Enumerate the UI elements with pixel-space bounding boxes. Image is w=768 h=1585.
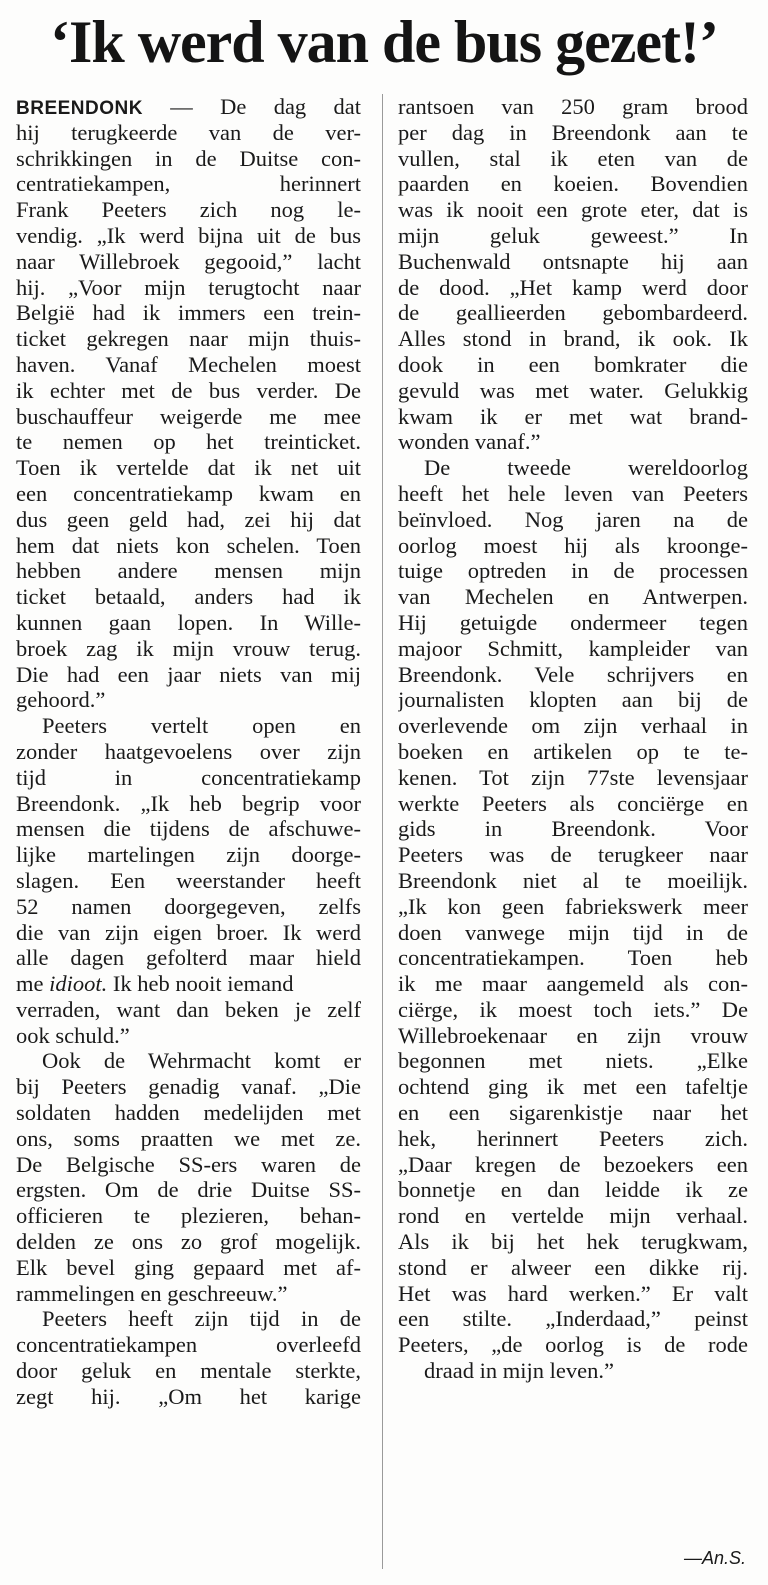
article-line: was ik nooit een grote eter, dat is	[398, 197, 748, 223]
article-line: mijn geluk geweest.” In	[398, 222, 748, 248]
article-line: haven. Vanaf Mechelen moest	[16, 351, 361, 377]
article-line: tijd in concentratiekamp	[16, 764, 361, 790]
article-line: ochtend ging ik met een tafeltje	[398, 1074, 748, 1100]
article-line: hek, herinnert Peeters zich.	[398, 1125, 748, 1151]
article-line: Peeters vertelt open en	[42, 713, 361, 739]
article-line: dook in een bomkrater die	[398, 351, 748, 377]
article-line: hij terugkeerde van de ver-	[16, 119, 361, 145]
article-line: concentratiekampen. Toen heb	[398, 945, 748, 971]
article-line: gehoord.”	[16, 687, 106, 713]
article-line: werkte Peeters als conciërge en	[398, 790, 748, 816]
article-line: rammelingen en geschreeuw.”	[16, 1280, 288, 1306]
article-line: Frank Peeters zich nog le-	[16, 197, 361, 223]
article-line: Elk bevel ging gepaard met af-	[16, 1254, 361, 1280]
article-line: hij. „Voor mijn terugtocht naar	[16, 274, 361, 300]
article-line: mensen die tijdens de afschuwe-	[16, 816, 361, 842]
article-line: en een sigarenkistje naar het	[398, 1100, 748, 1126]
article-line: de geallieerden gebombardeerd.	[398, 300, 748, 326]
article-line: „Ik kon geen fabriekswerk meer	[398, 893, 748, 919]
article-line: een concentratiekamp kwam en	[16, 480, 361, 506]
article-line: Breendonk. „Ik heb begrip voor	[16, 790, 361, 816]
article-line: oorlog moest hij als kroonge-	[398, 532, 748, 558]
article-line: lijke martelingen zijn doorge-	[16, 842, 361, 868]
article-line: ergsten. Om de drie Duitse SS-	[16, 1177, 361, 1203]
article-line: Breendonk niet al te moeilijk.	[398, 867, 748, 893]
article-line: Willebroekenaar en zijn vrouw	[398, 1022, 748, 1048]
article-line: vullen, stal ik eten van de	[398, 145, 748, 171]
article-line: Ook de Wehrmacht komt er	[42, 1048, 361, 1074]
article-line: heeft het hele leven van Peeters	[398, 480, 748, 506]
article-line: door geluk en mentale sterkte,	[16, 1358, 361, 1384]
dateline: BREENDONK	[16, 98, 143, 119]
article-line: België had ik immers een trein-	[16, 300, 361, 326]
article-line: gevuld was met water. Gelukkig	[398, 377, 748, 403]
article-line: paarden en koeien. Bovendien	[398, 171, 748, 197]
article-line: ik echter met de bus verder. De	[16, 377, 361, 403]
article-line: naar Willebroek gegooid,” lacht	[16, 248, 361, 274]
article-line: me idioot. Ik heb nooit iemand	[16, 971, 294, 997]
article-line: kunnen gaan lopen. In Wille-	[16, 609, 361, 635]
article-line: ticket gekregen naar mijn thuis-	[16, 326, 361, 352]
article-line: „Daar kregen de bezoekers een	[398, 1151, 748, 1177]
article-line: Peeters heeft zijn tijd in de	[42, 1306, 361, 1332]
article-line: bonnetje en dan leidde ik ze	[398, 1177, 748, 1203]
article-line: Alles stond in brand, ik ook. Ik	[398, 326, 748, 352]
article-line: schrikkingen in de Duitse con-	[16, 145, 361, 171]
article-line: Als ik bij het hek terugkwam,	[398, 1229, 748, 1255]
article-line: rantsoen van 250 gram brood	[398, 94, 748, 119]
article-line: alle dagen gefolterd maar hield	[16, 945, 361, 971]
article-line: die van zijn eigen broer. Ik werd	[16, 919, 361, 945]
article-line: De tweede wereldoorlog	[424, 455, 748, 481]
article-line: 52 namen doorgegeven, zelfs	[16, 893, 361, 919]
article-line: wonden vanaf.”	[398, 429, 541, 455]
article-line: buschauffeur weigerde me mee	[16, 403, 361, 429]
article-line: stond er alweer een dikke rij.	[398, 1254, 748, 1280]
article-line: gids in Breendonk. Voor	[398, 816, 748, 842]
article-line: broek zag ik mijn vrouw terug.	[16, 635, 361, 661]
article-line: Buchenwald ontsnapte hij aan	[398, 248, 748, 274]
article-line: rond en vertelde mijn verhaal.	[398, 1203, 748, 1229]
article-line: Breendonk. Vele schrijvers en	[398, 661, 748, 687]
article-line: Peeters, „de oorlog is de rode	[398, 1332, 748, 1358]
article-line: ons, soms praatten we met ze.	[16, 1125, 361, 1151]
article-line: beïnvloed. Nog jaren na de	[398, 506, 748, 532]
article-line: journalisten klopten aan bij de	[398, 687, 748, 713]
article-line: ik me maar aangemeld als con-	[398, 971, 748, 997]
article-line: Het was hard werken.” Er valt	[398, 1280, 748, 1306]
article-column-right	[398, 94, 748, 1384]
emphasis-text: idioot.	[49, 971, 108, 997]
article-line: officieren te plezieren, behan-	[16, 1203, 361, 1229]
column-divider	[382, 94, 383, 1569]
article-line: boeken en artikelen op te te-	[398, 738, 748, 764]
article-line: slagen. Een weerstander heeft	[16, 867, 361, 893]
article-line: Toen ik vertelde dat ik net uit	[16, 455, 361, 481]
article-line: ook schuld.”	[16, 1022, 130, 1048]
article-line: Hij getuigde ondermeer tegen	[398, 609, 748, 635]
article-line: De Belgische SS-ers waren de	[16, 1151, 361, 1177]
article-line: zegt hij. „Om het karige	[16, 1383, 361, 1409]
article-line: overlevende om zijn verhaal in	[398, 713, 748, 739]
article-line: Peeters was de terugkeer naar	[398, 842, 748, 868]
byline: —An.S.	[683, 1548, 746, 1568]
article-line: begonnen met niets. „Elke	[398, 1048, 748, 1074]
article-line: kenen. Tot zijn 77ste levensjaar	[398, 764, 748, 790]
article-line: ciërge, ik moest toch iets.” De	[398, 996, 748, 1022]
article-line: centratiekampen, herinnert	[16, 171, 361, 197]
article-line: een stilte. „Inderdaad,” peinst	[398, 1306, 748, 1332]
article-line: vendig. „Ik werd bijna uit de bus	[16, 222, 361, 248]
headline: ‘Ik werd van de bus gezet!’	[50, 9, 718, 75]
article-line: ticket betaald, anders had ik	[16, 584, 361, 610]
article-line: Die had een jaar niets van mij	[16, 661, 361, 687]
article-line: bij Peeters genadig vanaf. „Die	[16, 1074, 361, 1100]
article-line: dus geen geld had, zei hij dat	[16, 506, 361, 532]
article-line: soldaten hadden medelijden met	[16, 1100, 361, 1126]
article-line: hebben andere mensen mijn	[16, 558, 361, 584]
article-line: majoor Schmitt, kampleider van	[398, 635, 748, 661]
article-line: BREENDONK — De dag dat	[16, 94, 361, 119]
article-line: tuige optreden in de processen	[398, 558, 748, 584]
article-line: per dag in Breendonk aan te	[398, 119, 748, 145]
article-line: concentratiekampen overleefd	[16, 1332, 361, 1358]
article-line: delden ze ons zo grof mogelijk.	[16, 1229, 361, 1255]
article-line: doen vanwege mijn tijd in de	[398, 919, 748, 945]
article-line: verraden, want dan beken je zelf	[16, 996, 361, 1022]
article-column-left	[16, 94, 361, 1410]
article-line: kwam ik er met wat brand-	[398, 403, 748, 429]
article-line: te nemen op het treinticket.	[16, 429, 361, 455]
article-line: van Mechelen en Antwerpen.	[398, 584, 748, 610]
article-line: hem dat niets kon schelen. Toen	[16, 532, 361, 558]
article-line: draad in mijn leven.”	[424, 1358, 614, 1384]
article-line: de dood. „Het kamp werd door	[398, 274, 748, 300]
article-line: zonder haatgevoelens over zijn	[16, 738, 361, 764]
